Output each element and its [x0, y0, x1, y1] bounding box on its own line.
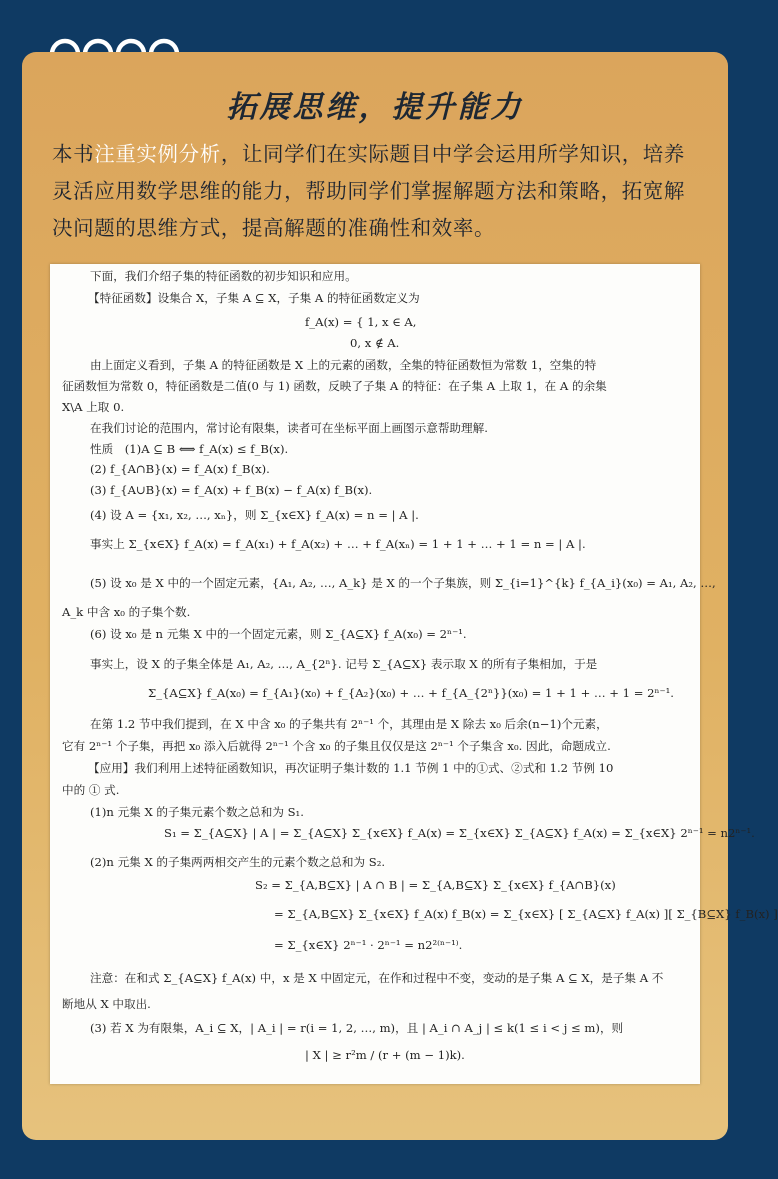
- intro-rest: ，让同学们在实际题目中学会运用所学知识，培养灵活应用数学思维的能力，帮助同学们掌握解题方法和策略，拓宽解决问题的思维方式，提高解题的准确性和效率。: [52, 142, 686, 240]
- page-line: 【特征函数】设集合 X，子集 A ⊆ X，子集 A 的特征函数定义为: [88, 291, 420, 305]
- page-line: (2) f_{A∩B}(x) = f_A(x) f_B(x).: [90, 462, 270, 476]
- page-line: 由上面定义看到，子集 A 的特征函数是 X 上的元素的函数，全集的特征函数恒为常数 1，空集的特: [90, 358, 597, 372]
- page-line: (1)n 元集 X 的子集元素个数之总和为 S₁.: [90, 805, 304, 819]
- page-line: (5) 设 x₀ 是 X 中的一个固定元素，{A₁, A₂, …, A_k} 是 X 的一个子集族，则 Σ_{i=1}^{k} f_{A_i}(x₀) = A₁, A₂, …,: [90, 576, 716, 590]
- page-line: (2)n 元集 X 的子集两两相交产生的元素个数之总和为 S₂.: [90, 855, 386, 869]
- page-line: f_A(x) = { 1, x ∈ A,: [305, 315, 417, 329]
- page-line: 性质 (1)A ⊆ B ⟺ f_A(x) ≤ f_B(x).: [90, 442, 289, 456]
- page-line: X\A 上取 0.: [62, 400, 125, 414]
- intro-highlight: 注重实例分析: [94, 142, 221, 166]
- page-line: 事实上，设 X 的子集全体是 A₁, A₂, …, A_{2ⁿ}. 记号 Σ_{A⊆X} 表示取 X 的所有子集相加，于是: [90, 657, 598, 671]
- page-line: 在第 1.2 节中我们提到，在 X 中含 x₀ 的子集共有 2ⁿ⁻¹ 个，其理由是 X 除去 x₀ 后余(n−1)个元素，: [90, 717, 608, 731]
- intro-paragraph: [52, 136, 706, 247]
- page-line: 断地从 X 中取出.: [62, 997, 151, 1011]
- page-line: = Σ_{A,B⊆X} Σ_{x∈X} f_A(x) f_B(x) = Σ_{x∈X} [ Σ_{A⊆X} f_A(x) ][ Σ_{B⊆X} f_B(x) ]: [274, 907, 778, 921]
- page-line: (3) 若 X 为有限集，A_i ⊆ X，| A_i | = r(i = 1, 2, …, m)，且 | A_i ∩ A_j | ≤ k(1 ≤ i < j ≤ m)，则: [90, 1021, 624, 1035]
- page-line: 下面，我们介绍子集的特征函数的初步知识和应用。: [90, 269, 357, 283]
- page-line: | X | ≥ r²m / (r + (m − 1)k).: [305, 1048, 465, 1062]
- page-line: A_k 中含 x₀ 的子集个数.: [62, 605, 191, 619]
- intro-prefix: 本书: [52, 142, 95, 166]
- page-line: Σ_{A⊆X} f_A(x₀) = f_{A₁}(x₀) + f_{A₂}(x₀) + … + f_{A_{2ⁿ}}(x₀) = 1 + 1 + … + 1 = 2ⁿ⁻¹.: [148, 686, 674, 700]
- book-page-scan: [50, 264, 778, 1084]
- page-line: 在我们讨论的范围内，常讨论有限集，读者可在坐标平面上画图示意帮助理解.: [90, 421, 488, 435]
- page-line: S₂ = Σ_{A,B⊆X} | A ∩ B | = Σ_{A,B⊆X} Σ_{x∈X} f_{A∩B}(x): [255, 878, 616, 892]
- page-line: (3) f_{A∪B}(x) = f_A(x) + f_B(x) − f_A(x) f_B(x).: [90, 483, 373, 497]
- page-line: 注意：在和式 Σ_{A⊆X} f_A(x) 中，x 是 X 中固定元，在作和过程中不变，变动的是子集 A ⊆ X，是子集 A 不: [90, 971, 664, 985]
- page-line: = Σ_{x∈X} 2ⁿ⁻¹ · 2ⁿ⁻¹ = n2²⁽ⁿ⁻¹⁾.: [274, 938, 463, 952]
- page-line: 0, x ∉ A.: [350, 336, 400, 350]
- page-line: (4) 设 A = {x₁, x₂, …, xₙ}，则 Σ_{x∈X} f_A(x) = n = | A |.: [90, 508, 419, 522]
- page-line: 它有 2ⁿ⁻¹ 个子集，再把 x₀ 添入后就得 2ⁿ⁻¹ 个含 x₀ 的子集且仅仅是这 2ⁿ⁻¹ 个子集含 x₀. 因此，命题成立.: [62, 739, 611, 753]
- page-line: 【应用】我们利用上述特征函数知识，再次证明子集计数的 1.1 节例 1 中的①式、②式和 1.2 节例 10: [88, 761, 614, 775]
- page-line: S₁ = Σ_{A⊆X} | A | = Σ_{A⊆X} Σ_{x∈X} f_A(x) = Σ_{x∈X} Σ_{A⊆X} f_A(x) = Σ_{x∈X} 2ⁿ⁻¹ = n2ⁿ⁻¹.: [164, 826, 755, 840]
- page-line: (6) 设 x₀ 是 n 元集 X 中的一个固定元素，则 Σ_{A⊆X} f_A(x₀) = 2ⁿ⁻¹.: [90, 627, 467, 641]
- page-line: 中的 ① 式.: [62, 783, 120, 797]
- section-title: 拓展思维，提升能力: [226, 90, 524, 125]
- page-line: 征函数恒为常数 0，特征函数是二值(0 与 1) 函数，反映了子集 A 的特征：在子集 A 上取 1，在 A 的余集: [62, 379, 607, 393]
- page-line: 事实上 Σ_{x∈X} f_A(x) = f_A(x₁) + f_A(x₂) + … + f_A(xₙ) = 1 + 1 + … + 1 = n = | A |.: [90, 537, 586, 551]
